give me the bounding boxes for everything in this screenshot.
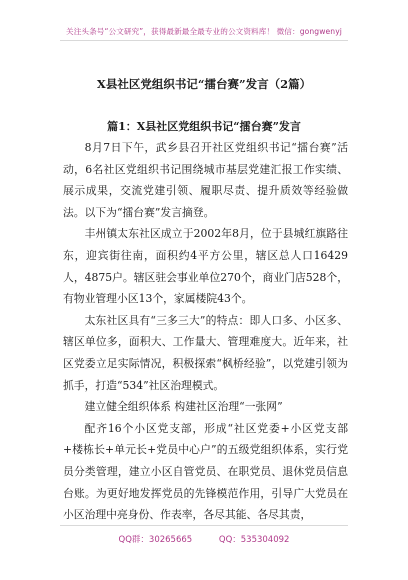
footer bbox=[0, 533, 408, 545]
paragraph: 太东社区具有“三多三大”的特点：即人口多、小区多、辖区单位多，面积大、工作量大、管理难度大。近年来，社区党委立足实际情况，积极探索“枫桥经验”，以党建引领为抓手，打造“534”社区治理模式。 bbox=[63, 313, 348, 392]
paragraph: 8月7日下午，武乡县召开社区党组织书记“擂台赛”活动，6名社区党组织书记围绕城市基层党建汇报工作实绩、展示成果，交流党建引领、履职尽责、提升质效等经验做法。以下为“擂台赛”发言摘登。 bbox=[63, 141, 348, 219]
paragraph: 丰州镇太东社区成立于2002年8月，位于县城红旗路往东，迎宾街往南，面积约4平方公里，辖区总人口16429人，4875户。辖区驻会事业单位270个，商业门店528个，有物业管理小区13个，家属楼院43个。 bbox=[63, 227, 348, 306]
section-heading: 篇1：X县社区党组织书记“擂台赛”发言 bbox=[107, 120, 301, 133]
document-title: X县社区党组织书记“擂台赛”发言（2篇） bbox=[96, 77, 312, 91]
footer-qq: QQ：535304092 bbox=[218, 535, 290, 545]
paragraph: 配齐16个小区党支部，形成“社区党委+小区党支部+楼栋长+单元长+党员中心户”的五级党组织体系，实行党员分类管理，建立小区自管党员、在职党员、退休党员信息台账。为更好地发挥党员的先锋模范作用，引导广大党员在小区治理中亮身份、作表率，各尽其能、各尽其责， bbox=[63, 421, 348, 522]
footer-qq-group: QQ群：30265665 bbox=[118, 535, 193, 545]
footer-divider bbox=[60, 525, 348, 526]
top-banner: 关注头条号“公文研究”，获得最新最全最专业的公文资料库！ 微信：gongwenyj bbox=[66, 27, 342, 36]
header-divider bbox=[60, 40, 348, 41]
document-body bbox=[63, 137, 348, 526]
subheading-paragraph: 建立健全组织体系 构建社区治理“一张网” bbox=[84, 400, 283, 414]
